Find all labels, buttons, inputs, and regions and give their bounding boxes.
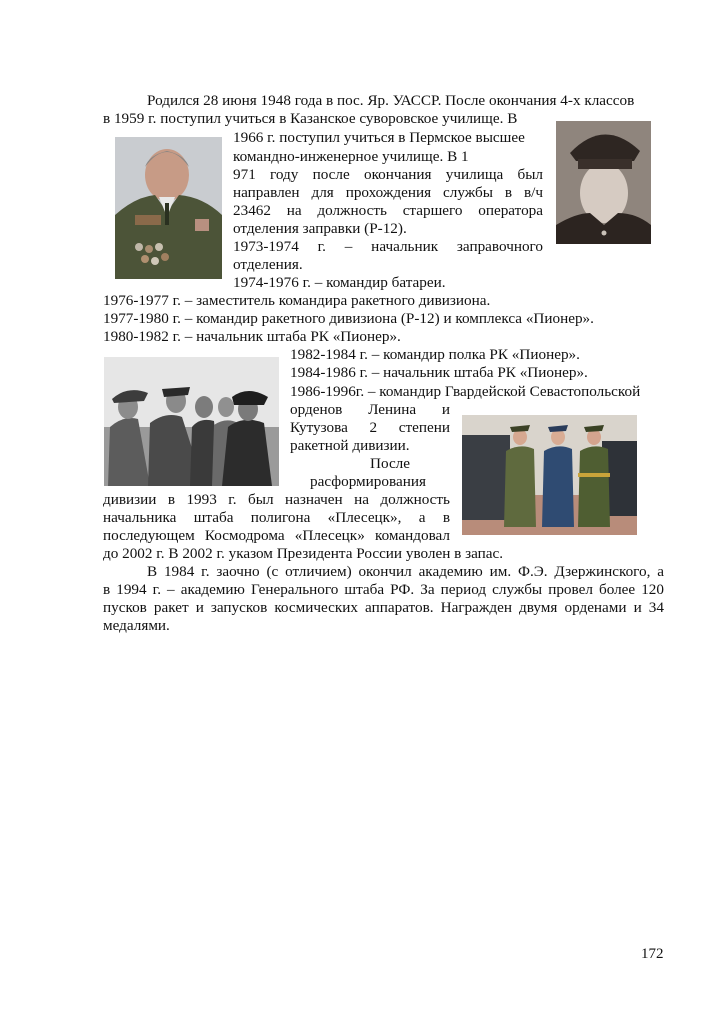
text-line: ракетной дивизии. — [290, 437, 410, 454]
text-line: 971 году после окончания училища был — [233, 166, 543, 183]
text-line: начальника штаба полигона «Плесецк», а в — [103, 509, 450, 526]
text-line: 1974-1976 г. – командир батареи. — [233, 274, 446, 291]
text-line: до 2002 г. В 2002 г. указом Президента России уволен в запас. — [103, 545, 504, 562]
text-line: орденов Ленина и — [290, 401, 450, 418]
portrait-photo-cadet — [556, 121, 651, 244]
text-line: 1966 г. поступил учиться в Пермское высшее — [233, 129, 525, 146]
text-line: отделения заправки (Р-12). — [233, 220, 407, 237]
text-line: медалями. — [103, 617, 170, 634]
text-line: отделения. — [233, 256, 303, 273]
text-line — [147, 92, 664, 110]
text-line-content: Родился 28 июня 1948 года в пос. Яр. УАССР. После окончания 4-х классов — [147, 92, 635, 109]
text-line: в 1994 г. – академию Генерального штаба РФ. За период службы провел более 120 — [103, 581, 664, 598]
text-line: 1976-1977 г. – заместитель командира ракетного дивизиона. — [103, 292, 491, 309]
portrait-photo-general — [115, 137, 222, 279]
text-line: После — [370, 455, 411, 472]
text-line: 1973-1974 г. – начальник заправочного — [233, 238, 543, 255]
text-line: пусков ракет и запусков космических аппаратов. Награжден двумя орденами и 34 — [103, 599, 664, 616]
page-number: 172 — [641, 946, 664, 962]
text-line: последующем Космодрома «Плесецк» командовал — [103, 527, 450, 544]
text-line: направлен для прохождения службы в в/ч — [233, 184, 543, 201]
group-photo-handshake — [104, 357, 279, 486]
text-line: 1980-1982 г. – начальник штаба РК «Пионер». — [103, 328, 401, 345]
text-line: В 1984 г. заочно (с отличием) окончил академию им. Ф.Э. Дзержинского, а — [147, 563, 664, 580]
text-line: расформирования — [310, 473, 426, 490]
text-line: 23462 на должность старшего оператора — [233, 202, 543, 219]
group-photo-three-officers — [462, 415, 637, 535]
text-line: дивизии в 1993 г. был назначен на должность — [103, 491, 450, 508]
text-line-content: в 1959 г. поступил учиться в Казанское суворовское училище. В — [103, 110, 518, 127]
text-line: 1986-1996г. – командир Гвардейской Севастопольской — [290, 383, 641, 400]
text-line: 1977-1980 г. – командир ракетного дивизиона (Р-12) и комплекса «Пионер». — [103, 310, 594, 327]
text-line: командно-инженерное училище. В 1 — [233, 148, 469, 165]
text-line — [103, 110, 517, 128]
text-line: Кутузова 2 степени — [290, 419, 450, 436]
text-line: 1984-1986 г. – начальник штаба РК «Пионер». — [290, 364, 588, 381]
text-line: 1982-1984 г. – командир полка РК «Пионер». — [290, 346, 580, 363]
